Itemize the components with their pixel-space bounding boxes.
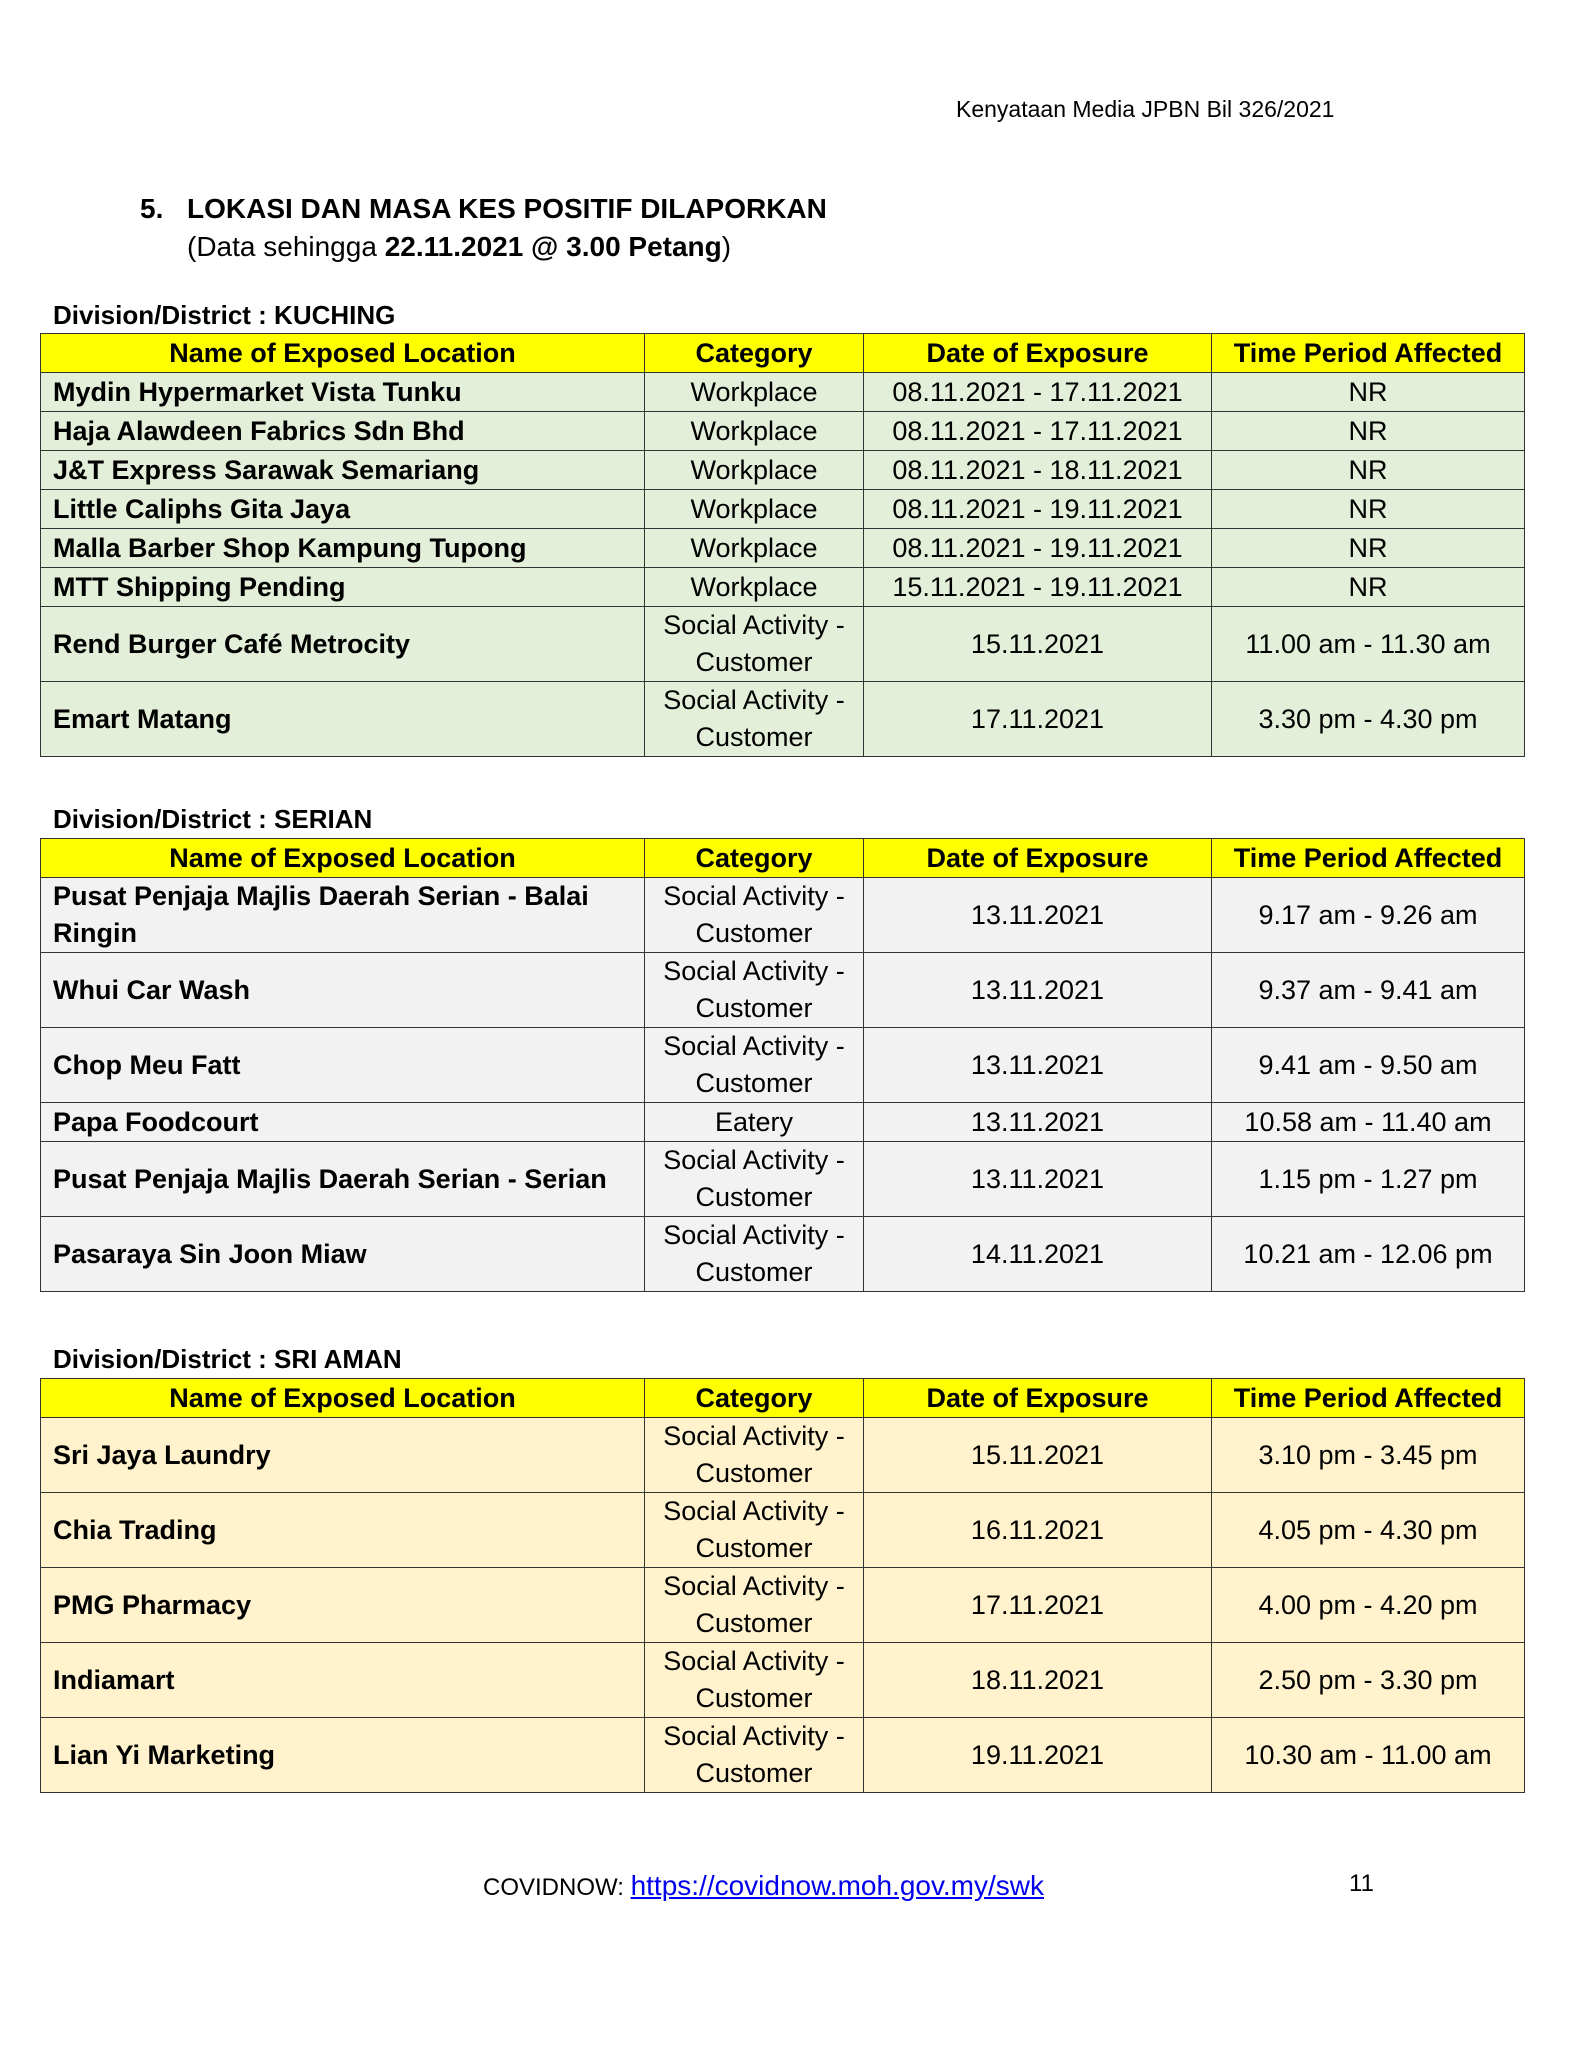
division-label-sri-aman: Division/District : SRI AMAN (53, 1344, 402, 1374)
section-number: 5. (140, 193, 164, 224)
time-period: NR (1212, 529, 1525, 568)
col-header-time: Time Period Affected (1212, 1379, 1525, 1418)
table-row (41, 412, 1525, 451)
time-period: NR (1212, 568, 1525, 607)
category: Workplace (645, 451, 864, 490)
time-period: 3.10 pm - 3.45 pm (1212, 1418, 1525, 1493)
table-row (41, 1643, 1525, 1718)
exposure-date: 08.11.2021 - 17.11.2021 (864, 373, 1212, 412)
exposure-date: 14.11.2021 (864, 1217, 1212, 1292)
time-period: 10.21 am - 12.06 pm (1212, 1217, 1525, 1292)
location-name: Pusat Penjaja Majlis Daerah Serian - Balai Ringin (41, 878, 645, 953)
subtitle-date: 22.11.2021 @ 3.00 Petang (384, 231, 722, 262)
category: Social Activity - Customer (645, 1418, 864, 1493)
category: Social Activity - Customer (645, 1493, 864, 1568)
time-period: NR (1212, 490, 1525, 529)
exposure-date: 17.11.2021 (864, 1568, 1212, 1643)
table-row (41, 373, 1525, 412)
time-period: NR (1212, 412, 1525, 451)
col-header-date: Date of Exposure (864, 334, 1212, 373)
table-row (41, 682, 1525, 757)
time-period: 11.00 am - 11.30 am (1212, 607, 1525, 682)
location-name: J&T Express Sarawak Semariang (41, 451, 645, 490)
time-period: 4.00 pm - 4.20 pm (1212, 1568, 1525, 1643)
col-header-date: Date of Exposure (864, 1379, 1212, 1418)
location-name: Indiamart (41, 1643, 645, 1718)
exposure-date: 08.11.2021 - 18.11.2021 (864, 451, 1212, 490)
category: Workplace (645, 412, 864, 451)
category: Social Activity - Customer (645, 1568, 864, 1643)
exposure-date: 19.11.2021 (864, 1718, 1212, 1793)
subtitle-prefix: (Data sehingga (187, 231, 385, 262)
table-kuching (40, 333, 1525, 757)
exposure-date: 15.11.2021 (864, 1418, 1212, 1493)
subtitle-suffix: ) (721, 231, 732, 262)
location-name: Haja Alawdeen Fabrics Sdn Bhd (41, 412, 645, 451)
category: Social Activity - Customer (645, 1142, 864, 1217)
time-period: NR (1212, 451, 1525, 490)
table-row (41, 1028, 1525, 1103)
exposure-date: 15.11.2021 (864, 607, 1212, 682)
category: Social Activity - Customer (645, 878, 864, 953)
category: Social Activity - Customer (645, 1217, 864, 1292)
table-sri-aman (40, 1378, 1525, 1793)
category: Eatery (645, 1103, 864, 1142)
location-name: Rend Burger Café Metrocity (41, 607, 645, 682)
time-period: 4.05 pm - 4.30 pm (1212, 1493, 1525, 1568)
exposure-date: 13.11.2021 (864, 1103, 1212, 1142)
location-name: Papa Foodcourt (41, 1103, 645, 1142)
location-name: Malla Barber Shop Kampung Tupong (41, 529, 645, 568)
location-name: Mydin Hypermarket Vista Tunku (41, 373, 645, 412)
covidnow-link[interactable]: https://covidnow.moh.gov.my/swk (630, 1870, 1044, 1901)
time-period: 1.15 pm - 1.27 pm (1212, 1142, 1525, 1217)
exposure-date: 13.11.2021 (864, 953, 1212, 1028)
time-period: 10.58 am - 11.40 am (1212, 1103, 1525, 1142)
category: Social Activity - Customer (645, 1028, 864, 1103)
location-name: Emart Matang (41, 682, 645, 757)
location-name: Whui Car Wash (41, 953, 645, 1028)
exposure-date: 13.11.2021 (864, 1142, 1212, 1217)
exposure-date: 13.11.2021 (864, 1028, 1212, 1103)
table-row (41, 490, 1525, 529)
time-period: 9.17 am - 9.26 am (1212, 878, 1525, 953)
table-row (41, 1418, 1525, 1493)
table-header-row (41, 1379, 1525, 1418)
table-row (41, 1142, 1525, 1217)
time-period: 10.30 am - 11.00 am (1212, 1718, 1525, 1793)
col-header-category: Category (645, 1379, 864, 1418)
location-name: PMG Pharmacy (41, 1568, 645, 1643)
table-row (41, 1217, 1525, 1292)
category: Social Activity - Customer (645, 682, 864, 757)
table-row (41, 1568, 1525, 1643)
exposure-date: 13.11.2021 (864, 878, 1212, 953)
time-period: 9.37 am - 9.41 am (1212, 953, 1525, 1028)
col-header-date: Date of Exposure (864, 839, 1212, 878)
category: Social Activity - Customer (645, 953, 864, 1028)
exposure-date: 08.11.2021 - 17.11.2021 (864, 412, 1212, 451)
table-row (41, 878, 1525, 953)
section-title: LOKASI DAN MASA KES POSITIF DILAPORKAN (187, 193, 827, 224)
location-name: Little Caliphs Gita Jaya (41, 490, 645, 529)
exposure-date: 08.11.2021 - 19.11.2021 (864, 490, 1212, 529)
footer-prefix: COVIDNOW: (483, 1874, 631, 1901)
table-row (41, 1493, 1525, 1568)
table-row (41, 451, 1525, 490)
category: Workplace (645, 490, 864, 529)
category: Social Activity - Customer (645, 1643, 864, 1718)
exposure-date: 08.11.2021 - 19.11.2021 (864, 529, 1212, 568)
time-period: NR (1212, 373, 1525, 412)
document-reference: Kenyataan Media JPBN Bil 326/2021 (956, 96, 1335, 122)
table-row (41, 1718, 1525, 1793)
location-name: Sri Jaya Laundry (41, 1418, 645, 1493)
page-number: 11 (1349, 1870, 1374, 1897)
col-header-time: Time Period Affected (1212, 839, 1525, 878)
exposure-date: 15.11.2021 - 19.11.2021 (864, 568, 1212, 607)
time-period: 2.50 pm - 3.30 pm (1212, 1643, 1525, 1718)
table-serian (40, 838, 1525, 1292)
col-header-category: Category (645, 334, 864, 373)
category: Social Activity - Customer (645, 607, 864, 682)
exposure-date: 17.11.2021 (864, 682, 1212, 757)
section-heading (140, 193, 827, 263)
table-row (41, 568, 1525, 607)
division-label-kuching: Division/District : KUCHING (53, 300, 396, 330)
col-header-location: Name of Exposed Location (41, 334, 645, 373)
table-header-row (41, 839, 1525, 878)
exposure-date: 18.11.2021 (864, 1643, 1212, 1718)
location-name: MTT Shipping Pending (41, 568, 645, 607)
table-row (41, 1103, 1525, 1142)
table-row (41, 607, 1525, 682)
category: Social Activity - Customer (645, 1718, 864, 1793)
time-period: 3.30 pm - 4.30 pm (1212, 682, 1525, 757)
location-name: Pasaraya Sin Joon Miaw (41, 1217, 645, 1292)
table-row (41, 953, 1525, 1028)
category: Workplace (645, 529, 864, 568)
category: Workplace (645, 568, 864, 607)
location-name: Pusat Penjaja Majlis Daerah Serian - Serian (41, 1142, 645, 1217)
col-header-location: Name of Exposed Location (41, 1379, 645, 1418)
col-header-time: Time Period Affected (1212, 334, 1525, 373)
col-header-category: Category (645, 839, 864, 878)
time-period: 9.41 am - 9.50 am (1212, 1028, 1525, 1103)
category: Workplace (645, 373, 864, 412)
location-name: Lian Yi Marketing (41, 1718, 645, 1793)
footer (483, 1870, 1044, 1902)
division-label-serian: Division/District : SERIAN (53, 804, 373, 834)
table-row (41, 529, 1525, 568)
section-subtitle (187, 231, 827, 263)
col-header-location: Name of Exposed Location (41, 839, 645, 878)
exposure-date: 16.11.2021 (864, 1493, 1212, 1568)
location-name: Chia Trading (41, 1493, 645, 1568)
location-name: Chop Meu Fatt (41, 1028, 645, 1103)
table-header-row (41, 334, 1525, 373)
